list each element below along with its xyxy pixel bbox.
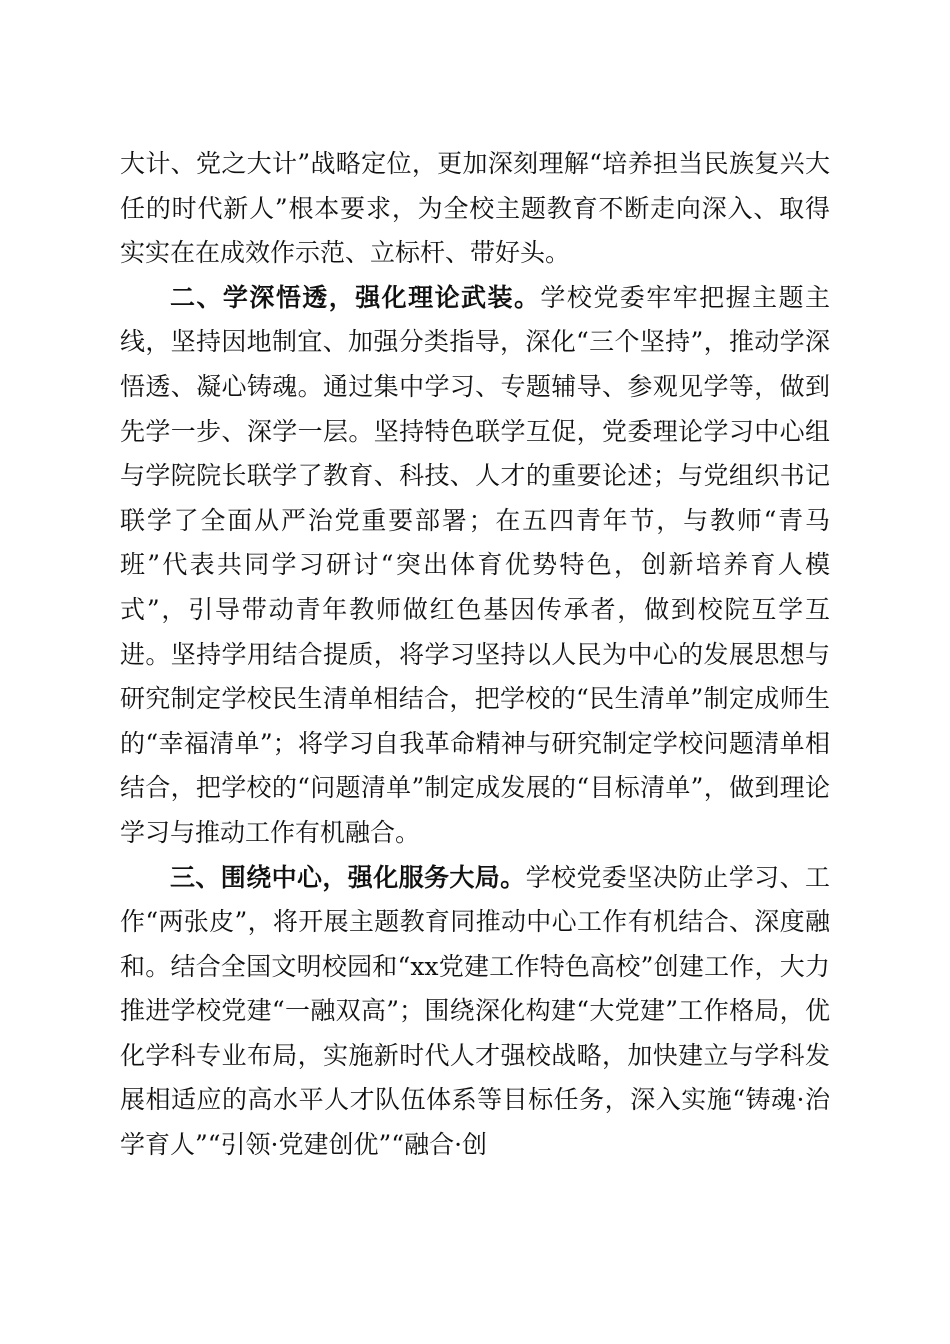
paragraph-1-body: 大计、党之大计”战略定位，更加深刻理解“培养担当民族复兴大任的时代新人”根本要求，为全校主题教育不断走向深入、取得实实在在成效作示范、立标杆、带好头。 xyxy=(120,149,830,268)
paragraph-3 xyxy=(120,856,830,1168)
document-body xyxy=(120,142,830,1168)
paragraph-2-heading: 二、学深悟透，强化理论武装。 xyxy=(170,282,541,312)
paragraph-1 xyxy=(120,142,830,276)
paragraph-3-body: 学校党委坚决防止学习、工作“两张皮”，将开展主题教育同推动中心工作有机结合、深度融和。结合全国文明校园和“xx党建工作特色高校”创建工作，大力推进学校党建“一融双高”；围绕深化构建“大党建”工作格局，优化学科专业布局，实施新时代人才强校战略，加快建立与学科发展相适应的高水平人才队伍体系等目标任务，深入实施“铸魂·治学育人”“引领·党建创优”“融合·创 xyxy=(120,862,830,1160)
paragraph-2 xyxy=(120,276,830,856)
paragraph-3-heading: 三、围绕中心，强化服务大局。 xyxy=(170,862,526,892)
paragraph-2-body: 学校党委牢牢把握主题主线，坚持因地制宜、加强分类指导，深化“三个坚持”，推动学深悟透、凝心铸魂。通过集中学习、专题辅导、参观见学等，做到先学一步、深学一层。坚持特色联学互促，党委理论学习中心组与学院院长联学了教育、科技、人才的重要论述；与党组织书记联学了全面从严治党重要部署；在五四青年节，与教师“青马班”代表共同学习研讨“突出体育优势特色，创新培养育人模式”，引导带动青年教师做红色基因传承者，做到校院互学互进。坚持学用结合提质，将学习坚持以人民为中心的发展思想与研究制定学校民生清单相结合，把学校的“民生清单”制定成师生的“幸福清单”；将学习自我革命精神与研究制定学校问题清单相结合，把学校的“问题清单”制定成发展的“目标清单”，做到理论学习与推动工作有机融合。 xyxy=(120,282,830,847)
